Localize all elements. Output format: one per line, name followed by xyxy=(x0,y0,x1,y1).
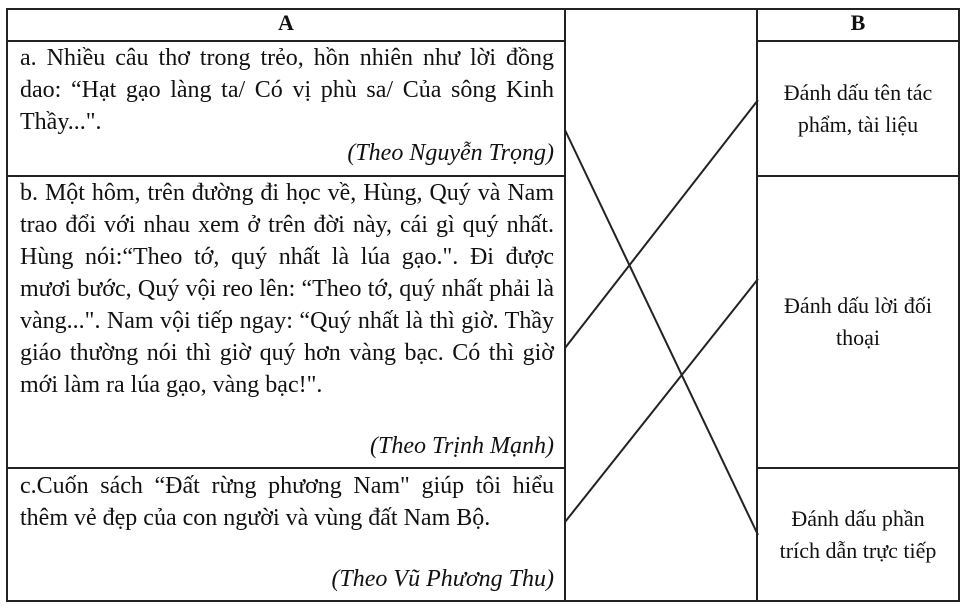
row-c-text: c.Cuốn sách “Đất rừng phương Nam" giúp tôi hiểu thêm vẻ đẹp của con người và vùng đất Nam Bộ. xyxy=(20,473,554,531)
match-line-c xyxy=(565,279,758,522)
option-b-1: Đánh dấu tên tác phẩm, tài liệu xyxy=(783,79,933,137)
header-a: A xyxy=(278,10,294,35)
match-line-a xyxy=(565,130,758,535)
option-b-3: Đánh dấu phần trích dẫn trực tiếp xyxy=(779,505,937,563)
option-b-2: Đánh dấu lời đối thoại xyxy=(784,293,932,350)
row-b-text: b. Một hôm, trên đường đi học về, Hùng, Quý và Nam trao đổi với nhau xem ở trên đời này, cái gì quý nhất. Hùng nói:“Theo tớ, quý nhất là lúa gạo.". Đi được mươi bước, Quý vội reo lên: “Theo tớ, quý nhất phải là vàng...". Nam vội tiếp ngay: “Quý nhất là thì giờ. Thầy giáo thường nói thì giờ quý hơn vàng bạc. Có thì giờ mới làm ra lúa gạo, vàng bạc!". xyxy=(20,180,554,398)
row-a-text: a. Nhiều câu thơ trong trẻo, hồn nhiên như lời đồng dao: “Hạt gạo làng ta/ Có vị phù sa/ Của sông Kinh Thầy...". xyxy=(20,45,554,135)
row-b-source: (Theo Trịnh Mạnh) xyxy=(369,433,554,459)
row-a-source: (Theo Nguyễn Trọng) xyxy=(347,140,554,166)
row-c-source: (Theo Vũ Phương Thu) xyxy=(331,566,554,592)
header-b: B xyxy=(850,10,866,35)
match-line-b xyxy=(565,100,758,348)
